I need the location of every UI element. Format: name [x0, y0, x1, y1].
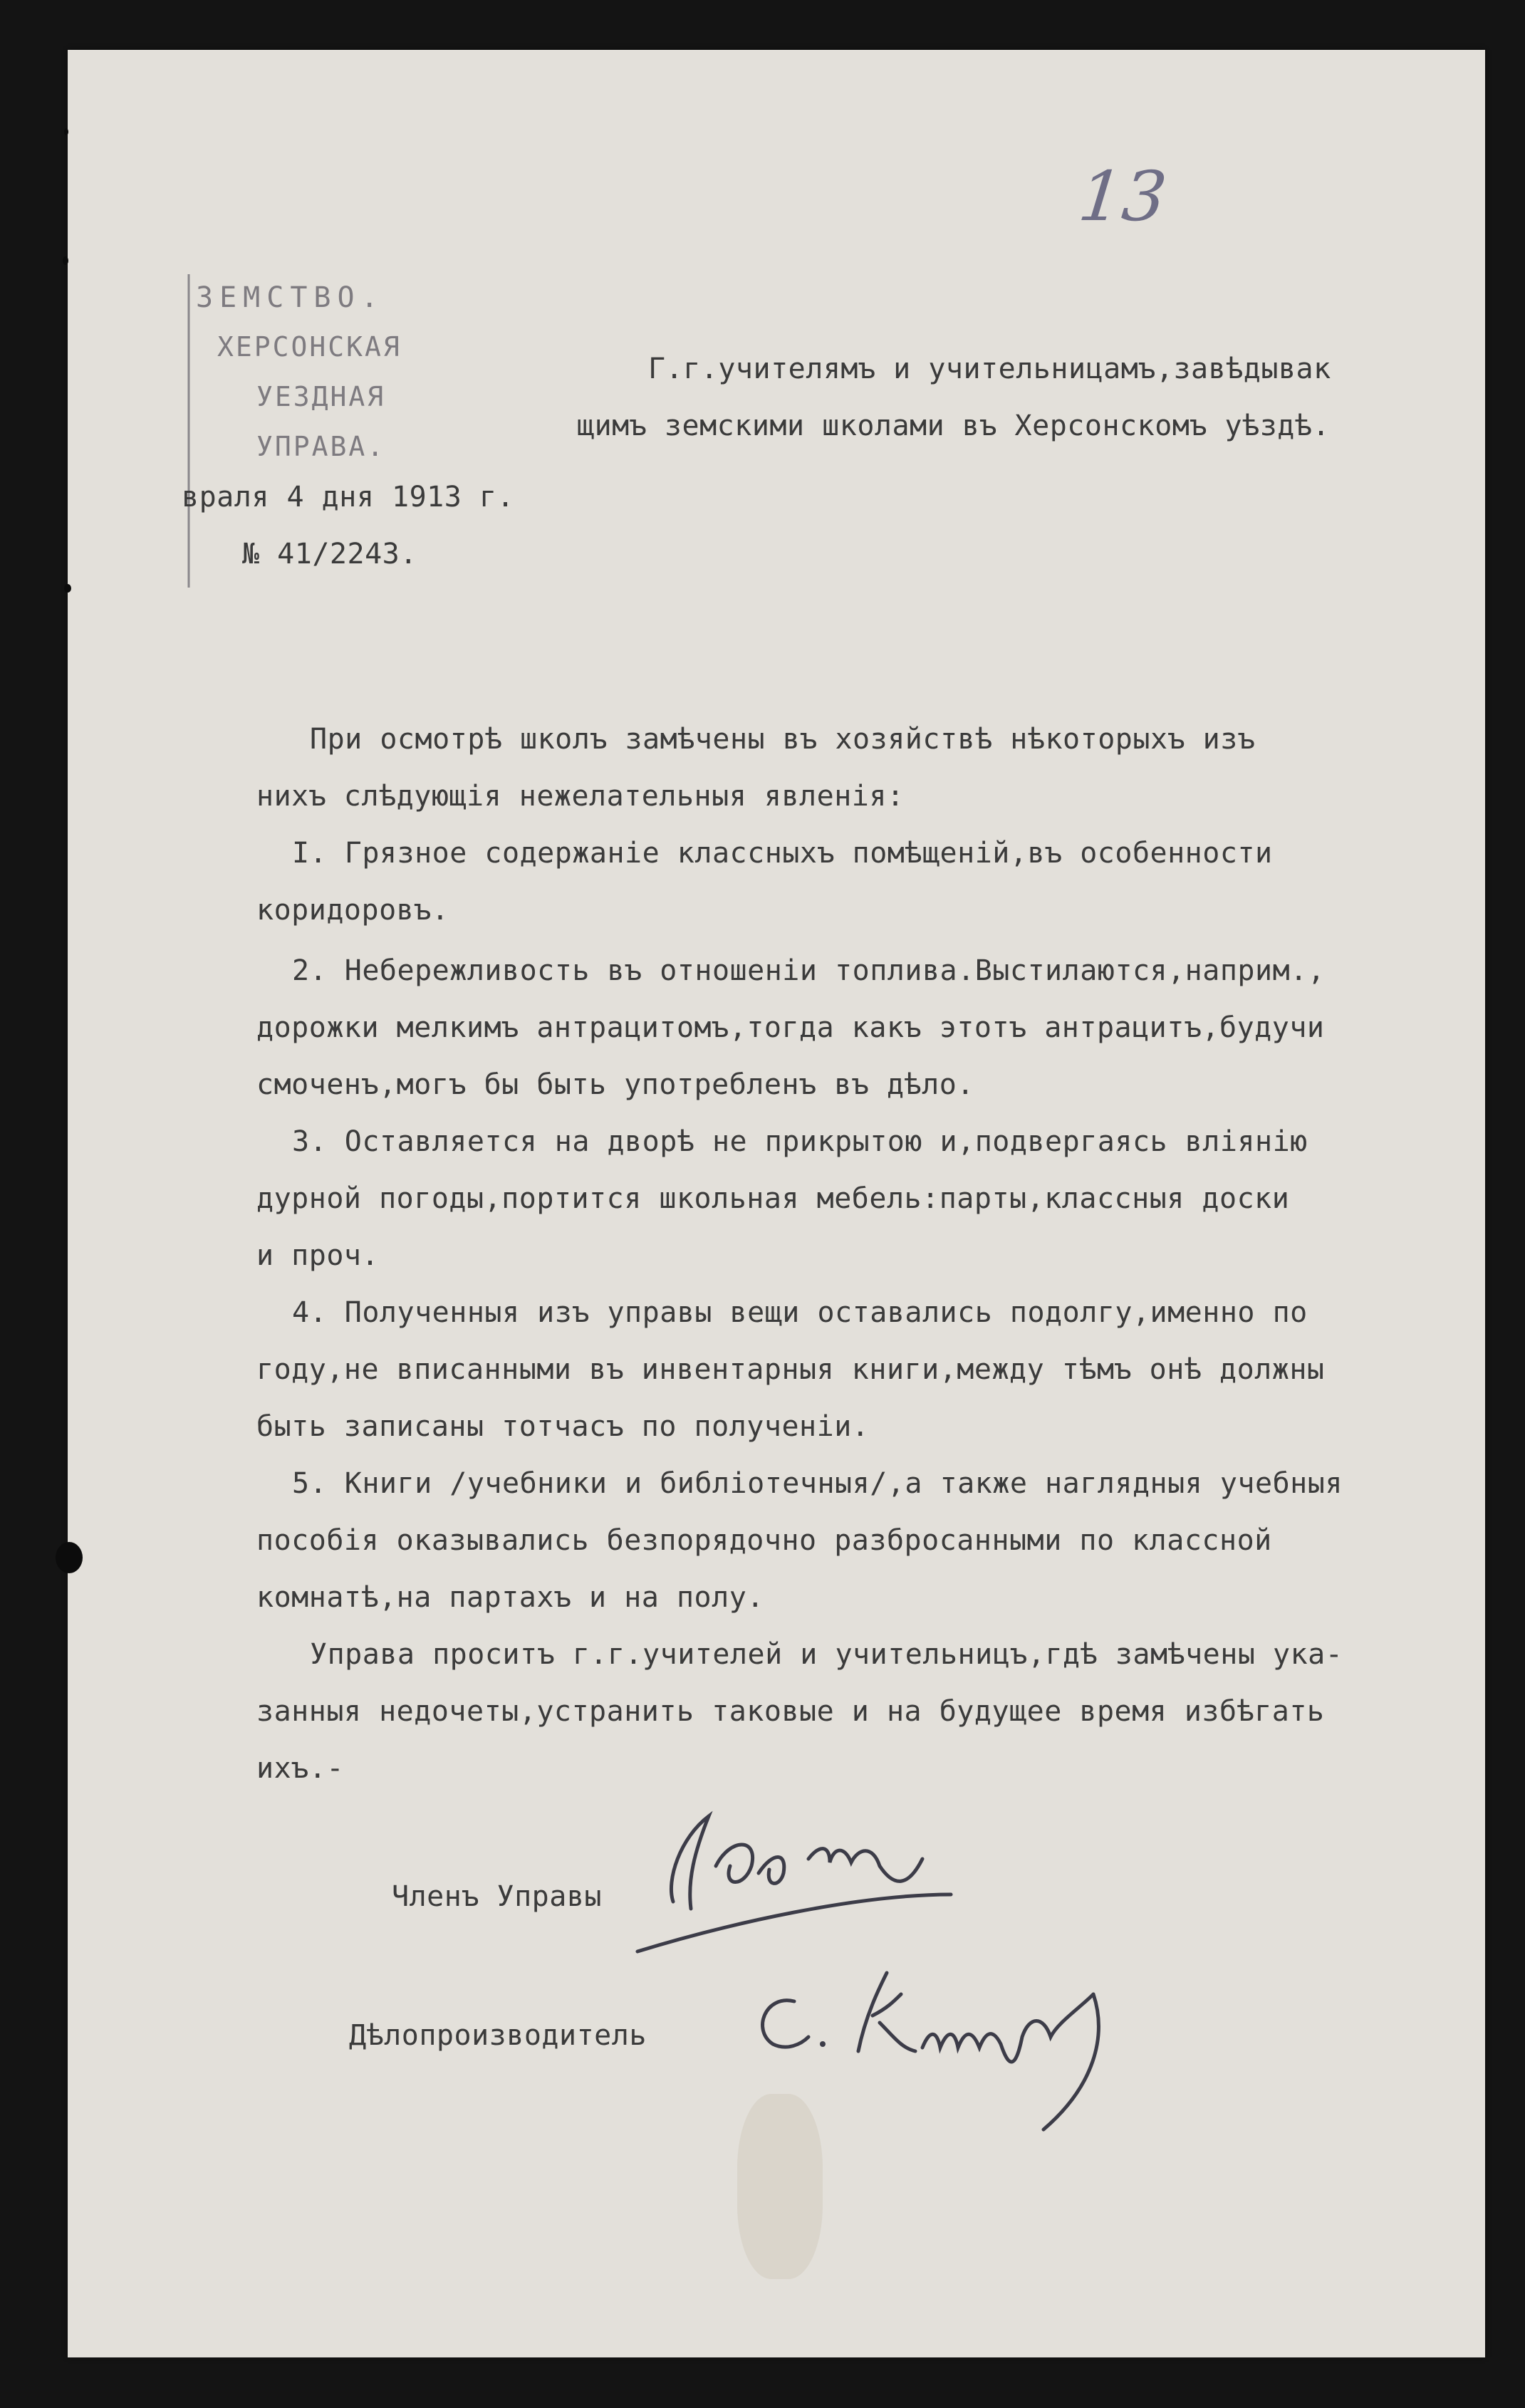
binder-hole-2 — [64, 584, 71, 593]
zemstvo-stamp — [182, 274, 616, 702]
stamp-line-2: ХЕРСОНСКАЯ — [217, 331, 402, 363]
stamp-line-3: УЕЗДНАЯ — [256, 381, 386, 412]
paper-stain — [737, 2094, 823, 2279]
binder-hole-1 — [56, 1542, 83, 1573]
binder-hole-4 — [64, 128, 68, 135]
item-2-line-2: дорожки мелкимъ антрацитомъ,тогда какъ этотъ антрацитъ,будучи — [256, 1011, 1325, 1044]
item-4-line-1: 4. Полученныя изъ управы вещи оставались подолгу,именно по — [292, 1296, 1308, 1329]
item-2-line-3: смоченъ,могъ бы быть употребленъ въ дѣло. — [256, 1068, 974, 1101]
folio-number: 13 — [1075, 157, 1171, 236]
stamp-line-1: ЗЕМСТВО. — [196, 281, 385, 314]
addressee-line-1: Г.г.учителямъ и учительницамъ,завѣдывак — [648, 353, 1331, 385]
item-3-line-3: и проч. — [256, 1239, 380, 1272]
item-5-line-1: 5. Книги /учебники и библіотечныя/,а также наглядныя учебныя — [292, 1467, 1343, 1500]
stamp-date: враля 4 дня 1913 г. — [182, 481, 515, 514]
item-2-line-1: 2. Небережливость въ отношеніи топлива.Выстилаются,наприм., — [292, 954, 1326, 987]
addressee-line-2: щимъ земскими школами въ Херсонскомъ уѣздѣ. — [577, 410, 1331, 442]
intro-line-2: нихъ слѣдующія нежелательныя явленія: — [256, 780, 905, 813]
item-3-line-1: 3. Оставляется на дворѣ не прикрытою и,подвергаясь вліянію — [292, 1125, 1308, 1158]
item-4-line-2: году,не вписанными въ инвентарныя книги,между тѣмъ онѣ должны — [256, 1353, 1325, 1386]
closing-line-2: занныя недочеты,устранить таковые и на будущее время избѣгать — [256, 1695, 1325, 1728]
stamp-line-4: УПРАВА. — [256, 431, 386, 462]
item-1-line-1: I. Грязное содержаніе классныхъ помѣщеній,въ особенности — [292, 837, 1273, 870]
item-4-line-3: быть записаны тотчасъ по полученіи. — [256, 1410, 870, 1443]
intro-line-1: При осмотрѣ школъ замѣчены въ хозяйствѣ нѣкоторыхъ изъ — [310, 723, 1256, 756]
stamp-bracket — [182, 274, 196, 588]
item-1-line-2: коридоровъ. — [256, 894, 449, 927]
closing-line-3: ихъ.- — [256, 1752, 344, 1785]
binder-hole-3 — [63, 256, 68, 265]
document-page — [68, 50, 1485, 2357]
member-label: Членъ Управы — [392, 1880, 602, 1913]
stamp-number: № 41/2243. — [242, 538, 417, 570]
clerk-label: Дѣлопроизводитель — [349, 2019, 647, 2052]
item-5-line-3: комнатѣ,на партахъ и на полу. — [256, 1581, 764, 1614]
item-3-line-2: дурной погоды,портится школьная мебель:парты,классныя доски — [256, 1182, 1290, 1215]
item-5-line-2: пособія оказывались безпорядочно разбросанными по классной — [256, 1524, 1272, 1557]
closing-line-1: Управа проситъ г.г.учителей и учительницъ,гдѣ замѣчены ука- — [310, 1638, 1343, 1671]
